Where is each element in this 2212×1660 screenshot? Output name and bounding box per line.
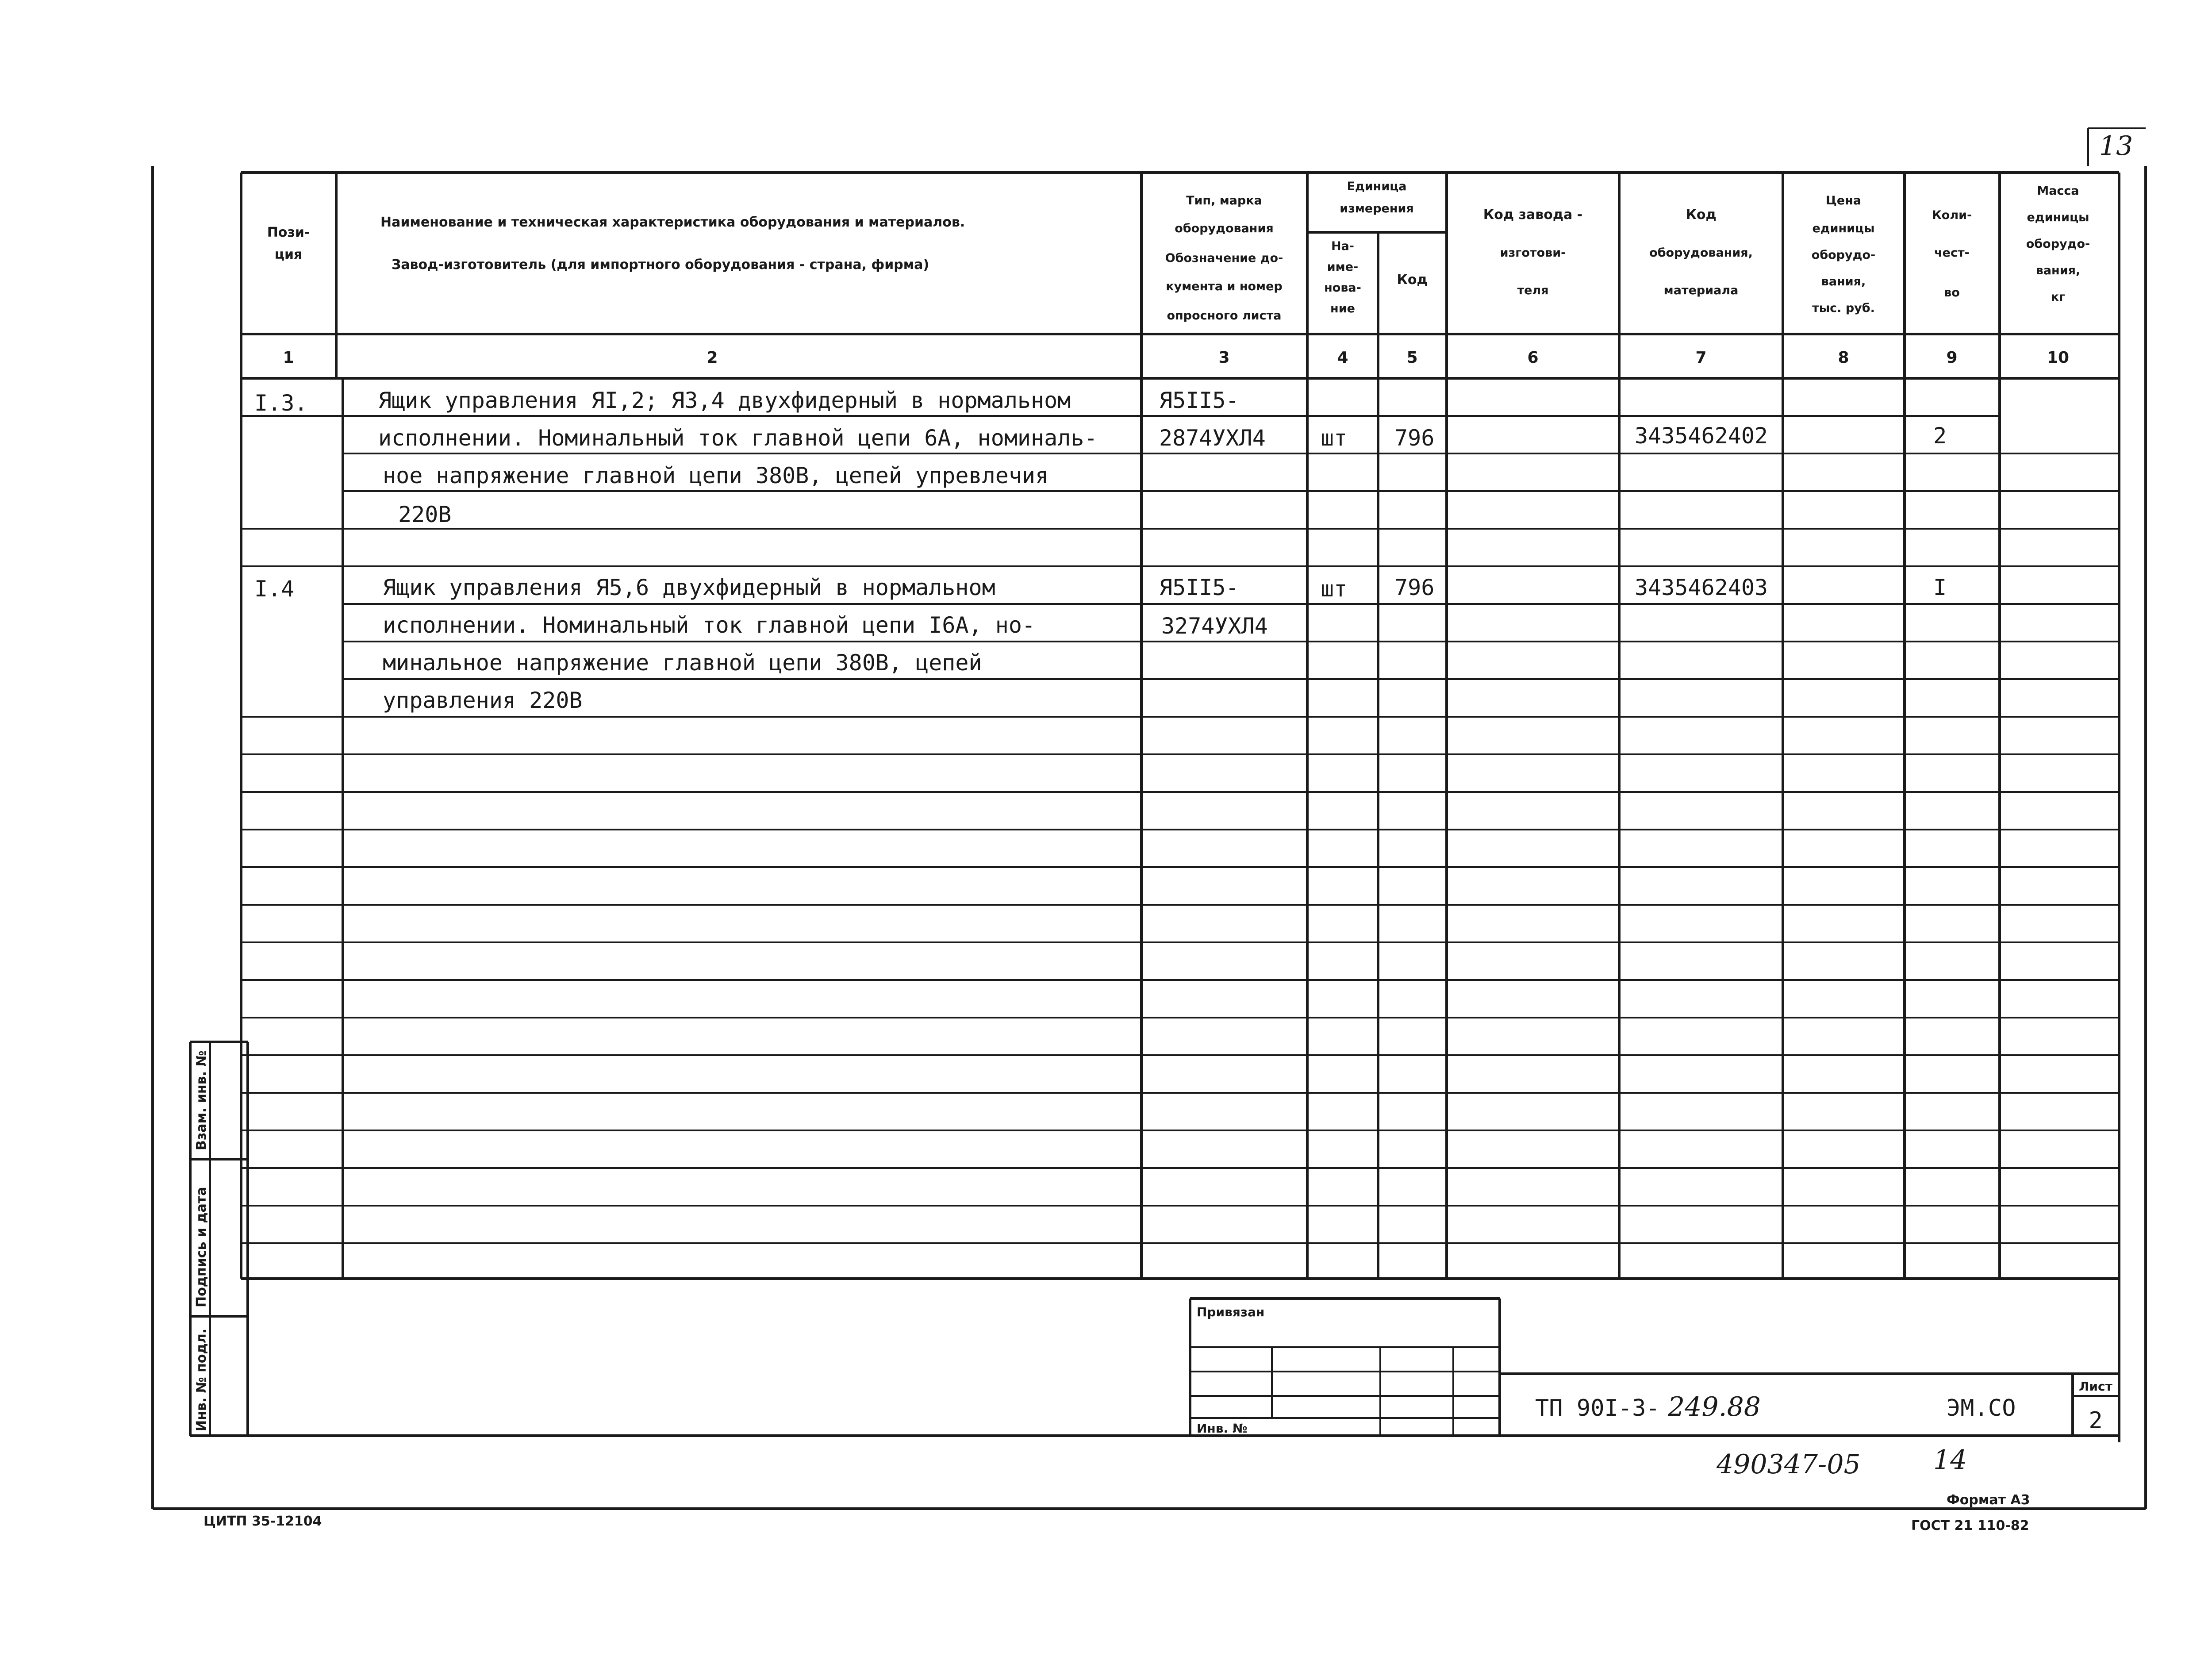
row-7	[383, 612, 1268, 639]
row-3	[383, 463, 1048, 488]
row-8-name: минальное напряжение главной цепи 380В, цепей	[383, 650, 982, 676]
row-1-name: Ящик управления ЯI,2; Я3,4 двухфидерный в нормальном	[378, 388, 1071, 413]
col-num-6: 6	[1527, 349, 1539, 367]
side-label-original-inv: Инв. № подл.	[194, 1328, 209, 1431]
hdr-col8-l1: Цена	[1825, 194, 1862, 208]
hdr-col6-l3: теля	[1517, 284, 1549, 297]
hdr-col6-l2: изготови-	[1500, 246, 1566, 260]
header-col3	[1165, 194, 1283, 323]
hdr-col9-l2: чест-	[1934, 246, 1970, 260]
row-3-name: ное напряжение главной цепи 380В, цепей упревлечия	[383, 463, 1049, 488]
hdr-col6-l1: Код завода -	[1483, 207, 1583, 223]
header-col1	[267, 225, 310, 262]
hdr-col8-l4: вания,	[1821, 275, 1866, 288]
row-6-type: Я5II5-	[1159, 575, 1239, 600]
stamp-sheet-number: 2	[2089, 1407, 2103, 1434]
col-num-10: 10	[2047, 349, 2070, 367]
handwritten-archive-number: 490347-05	[1717, 1449, 1861, 1480]
footer-gost: ГОСТ 21 110-82	[1911, 1518, 2029, 1533]
col-num-7: 7	[1695, 349, 1707, 367]
row-1	[254, 388, 1239, 416]
col-num-8: 8	[1838, 349, 1849, 367]
stamp-doc-code-handwritten: 249.88	[1668, 1391, 1761, 1422]
hdr-col1-l1: Пози-	[267, 225, 310, 240]
hdr-unit-l1: Единица	[1347, 180, 1407, 193]
col-num-9: 9	[1946, 349, 1958, 367]
col-num-5: 5	[1406, 349, 1418, 367]
row-2-unit-code: 796	[1394, 425, 1435, 451]
hdr-unit-l2: измерения	[1340, 202, 1414, 215]
row-6-unit-code: 796	[1394, 575, 1435, 600]
row-2-qty: 2	[1933, 423, 1947, 449]
header-col10	[2026, 184, 2090, 304]
hdr-col3-l4: кумента и номер	[1166, 280, 1283, 293]
side-stamp	[190, 1042, 248, 1436]
stamp-section: ЭМ.СО	[1947, 1395, 2016, 1422]
row-2-unit: шт	[1321, 425, 1348, 451]
row-6-pos: I.4	[254, 576, 295, 602]
row-2-name: исполнении. Номинальный ток главной цепи 6А, номиналь-	[378, 425, 1098, 451]
table-body-grid	[241, 378, 2119, 1279]
row-2-code: 3435462402	[1635, 423, 1768, 449]
hdr-col10-l3: оборудо-	[2026, 237, 2090, 251]
header-col9	[1932, 208, 1972, 300]
row-9-name: управления 220В	[383, 688, 583, 713]
hdr-col5: Код	[1397, 272, 1428, 288]
hdr-col2-l2: Завод-изготовитель (для импортного оборудования - страна, фирма)	[392, 257, 929, 273]
stamp-sheet-label: Лист	[2079, 1379, 2112, 1394]
title-block	[248, 1279, 2119, 1436]
header-col45	[1324, 180, 1428, 315]
hdr-col2-l1: Наименование и техническая характеристика оборудования и материалов.	[380, 215, 965, 230]
page-number: 13	[2099, 131, 2133, 161]
row-4-name: 220В	[398, 502, 452, 527]
col-num-2: 2	[707, 349, 718, 367]
header-col6	[1483, 207, 1582, 297]
hdr-col10-l2: единицы	[2027, 211, 2089, 224]
row-2	[378, 423, 1947, 451]
hdr-col3-l2: оборудования	[1175, 222, 1274, 235]
header-col2	[380, 215, 965, 273]
row-2-type: 2874УХЛ4	[1159, 425, 1266, 451]
row-6-code: 3435462403	[1635, 575, 1768, 600]
hdr-col3-l3: Обозначение до-	[1165, 251, 1283, 265]
hdr-col7-l2: оборудования,	[1649, 246, 1753, 260]
hdr-col9-l1: Коли-	[1932, 208, 1972, 222]
hdr-col8-l3: оборудо-	[1811, 248, 1876, 262]
side-label-replaced-inv: Взам. инв. №	[194, 1050, 209, 1150]
row-7-type: 3274УХЛ4	[1161, 613, 1268, 639]
table-header	[241, 173, 2119, 1442]
row-4	[398, 502, 451, 527]
row-8	[383, 650, 982, 676]
col-num-1: 1	[283, 349, 294, 367]
stamp-linked-label: Привязан	[1197, 1305, 1265, 1319]
hdr-col10-l1: Масса	[2037, 184, 2079, 198]
row-6	[254, 575, 1947, 602]
hdr-col4-l1: На-	[1331, 239, 1355, 253]
hdr-col10-l5: кг	[2051, 290, 2066, 304]
header-col7	[1649, 207, 1753, 297]
row-6-name: Ящик управления Я5,6 двухфидерный в нормальном	[383, 575, 995, 600]
hdr-col10-l4: вания,	[2035, 264, 2081, 277]
row-9	[383, 688, 583, 713]
stamp-inv-label: Инв. №	[1197, 1421, 1248, 1436]
handwritten-page-number: 14	[1933, 1445, 1967, 1476]
hdr-col8-l5: тыс. руб.	[1812, 301, 1875, 315]
hdr-col4-l3: нова-	[1324, 281, 1361, 295]
hdr-col9-l3: во	[1944, 286, 1960, 300]
hdr-col8-l2: единицы	[1812, 222, 1875, 235]
row-1-pos: I.3.	[254, 390, 308, 416]
col-num-3: 3	[1218, 349, 1230, 367]
header-col8	[1812, 194, 1875, 315]
col-num-4: 4	[1337, 349, 1348, 367]
row-6-unit: шт	[1321, 576, 1348, 602]
row-6-qty: I	[1933, 575, 1947, 600]
row-7-name: исполнении. Номинальный ток главной цепи I6А, но-	[383, 612, 1036, 638]
hdr-col4-l2: име-	[1327, 260, 1359, 274]
hdr-col3-l5: опросного листа	[1167, 309, 1282, 323]
hdr-col7-l1: Код	[1686, 207, 1717, 223]
footer-format: Формат А3	[1947, 1492, 2030, 1508]
row-1-type: Я5II5-	[1159, 388, 1239, 413]
column-numbers	[283, 349, 2069, 367]
hdr-col1-l2: ция	[274, 247, 303, 262]
footer-printer-code: ЦИТП 35-12104	[204, 1514, 322, 1529]
stamp-doc-code: ТП 90I-3-	[1535, 1395, 1660, 1422]
hdr-col7-l3: материала	[1663, 284, 1739, 297]
hdr-col4-l4: ние	[1330, 302, 1355, 315]
hdr-col3-l1: Тип, марка	[1186, 194, 1262, 208]
side-label-signature-date: Подпись и дата	[194, 1187, 209, 1307]
